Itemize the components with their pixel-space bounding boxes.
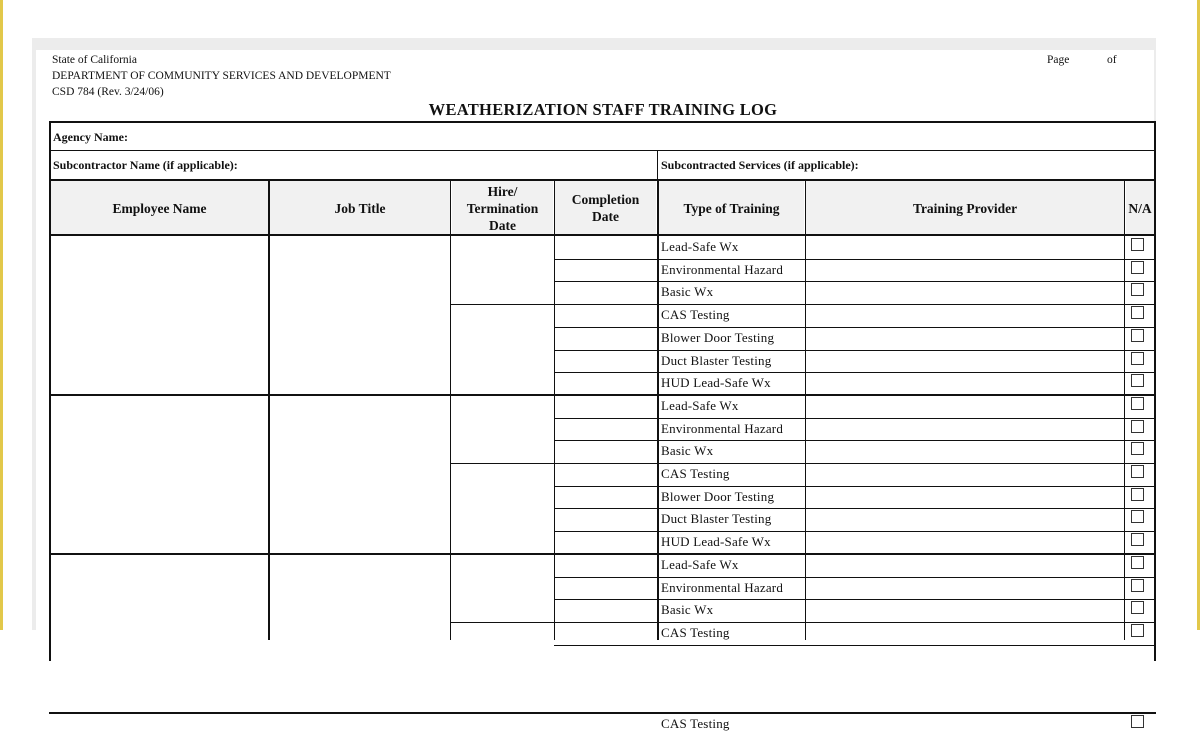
- divider: [554, 180, 555, 640]
- divider: [49, 394, 1156, 396]
- training-type-label: Duct Blaster Testing: [661, 511, 772, 527]
- divider: [49, 553, 1156, 555]
- training-type-label: Lead-Safe Wx: [661, 397, 739, 413]
- divider: [554, 486, 1156, 487]
- divider: [554, 418, 1156, 419]
- divider: [554, 350, 1156, 351]
- na-checkbox[interactable]: [1131, 715, 1144, 728]
- training-type-label: Basic Wx: [661, 602, 714, 618]
- divider: [450, 304, 555, 305]
- divider: [450, 622, 555, 623]
- training-type-label: CAS Testing: [661, 466, 730, 481]
- divider: [49, 121, 51, 641]
- na-checkbox[interactable]: [1131, 352, 1144, 365]
- divider: [49, 234, 1156, 236]
- divider: [1124, 180, 1125, 640]
- divider: [554, 304, 1156, 305]
- subcontractor-name-label: Subcontractor Name (if applicable):: [53, 158, 238, 172]
- training-type-label: HUD Lead-Safe Wx: [661, 375, 771, 391]
- training-type-label: Duct Blaster Testing: [661, 352, 772, 368]
- na-checkbox[interactable]: [1131, 488, 1144, 501]
- divider: [554, 440, 1156, 441]
- divider: [554, 463, 1156, 464]
- na-checkbox[interactable]: [1131, 238, 1144, 251]
- state-label: State of California: [52, 54, 137, 66]
- training-type-label: Environmental Hazard: [661, 579, 784, 595]
- divider: [554, 531, 1156, 532]
- divider: [554, 372, 1156, 373]
- divider: [554, 577, 1156, 578]
- training-type-label: CAS Testing: [661, 624, 730, 640]
- na-checkbox[interactable]: [1131, 374, 1144, 387]
- training-type-label: Basic Wx: [661, 443, 714, 459]
- divider: [1154, 121, 1156, 641]
- training-type-label: Basic Wx: [661, 284, 714, 300]
- divider: [49, 712, 1156, 714]
- col-training-provider: Training Provider: [806, 181, 1124, 235]
- na-checkbox[interactable]: [1131, 579, 1144, 592]
- divider: [554, 645, 1156, 646]
- divider: [49, 150, 1156, 151]
- na-checkbox[interactable]: [1131, 306, 1144, 319]
- na-checkbox[interactable]: [1131, 510, 1144, 523]
- na-checkbox[interactable]: [1131, 420, 1144, 433]
- na-checkbox[interactable]: [1131, 442, 1144, 455]
- divider: [554, 259, 1156, 260]
- training-type-label: Lead-Safe Wx: [661, 556, 739, 572]
- divider: [450, 180, 451, 640]
- training-type-label: Blower Door Testing: [661, 329, 775, 345]
- page-label: Page: [1047, 54, 1070, 66]
- training-type-label: Blower Door Testing: [661, 488, 775, 504]
- na-checkbox[interactable]: [1131, 397, 1144, 410]
- left-border: [0, 0, 3, 630]
- agency-name-label: Agency Name:: [53, 130, 128, 144]
- na-checkbox[interactable]: [1131, 261, 1144, 274]
- training-type-label: Environmental Hazard: [661, 261, 784, 277]
- divider: [554, 327, 1156, 328]
- divider: [554, 508, 1156, 509]
- col-hire-termination-date: Hire/ Termination Date: [452, 181, 553, 235]
- na-checkbox[interactable]: [1131, 283, 1144, 296]
- divider: [657, 180, 659, 640]
- col-job-title: Job Title: [270, 181, 450, 235]
- na-checkbox[interactable]: [1131, 601, 1144, 614]
- col-type-of-training: Type of Training: [659, 181, 804, 235]
- training-type-label: CAS Testing: [661, 307, 730, 323]
- col-completion-date: Completion Date: [555, 181, 656, 235]
- col-na: N/A: [1126, 181, 1154, 235]
- subcontracted-services-label: Subcontracted Services (if applicable):: [661, 158, 859, 172]
- divider: [554, 622, 1156, 623]
- department-label: DEPARTMENT OF COMMUNITY SERVICES AND DEVELOPMENT: [52, 70, 391, 82]
- divider: [657, 150, 658, 180]
- na-checkbox[interactable]: [1131, 556, 1144, 569]
- na-checkbox[interactable]: [1131, 624, 1144, 637]
- col-employee-name: Employee Name: [51, 181, 268, 235]
- form-id-label: CSD 784 (Rev. 3/24/06): [52, 86, 164, 98]
- divider: [268, 180, 270, 640]
- na-checkbox[interactable]: [1131, 465, 1144, 478]
- training-type-label: CAS Testing: [661, 715, 730, 731]
- form-title: WEATHERIZATION STAFF TRAINING LOG: [428, 100, 778, 119]
- training-type-label: Lead-Safe Wx: [661, 239, 739, 254]
- divider: [450, 712, 555, 713]
- training-type-label: Environmental Hazard: [661, 420, 784, 436]
- of-label: of: [1107, 54, 1117, 66]
- divider: [450, 463, 555, 464]
- training-type-label: HUD Lead-Safe Wx: [661, 534, 771, 550]
- divider: [554, 281, 1156, 282]
- na-checkbox[interactable]: [1131, 533, 1144, 546]
- divider: [554, 599, 1156, 600]
- na-checkbox[interactable]: [1131, 329, 1144, 342]
- divider: [805, 180, 806, 640]
